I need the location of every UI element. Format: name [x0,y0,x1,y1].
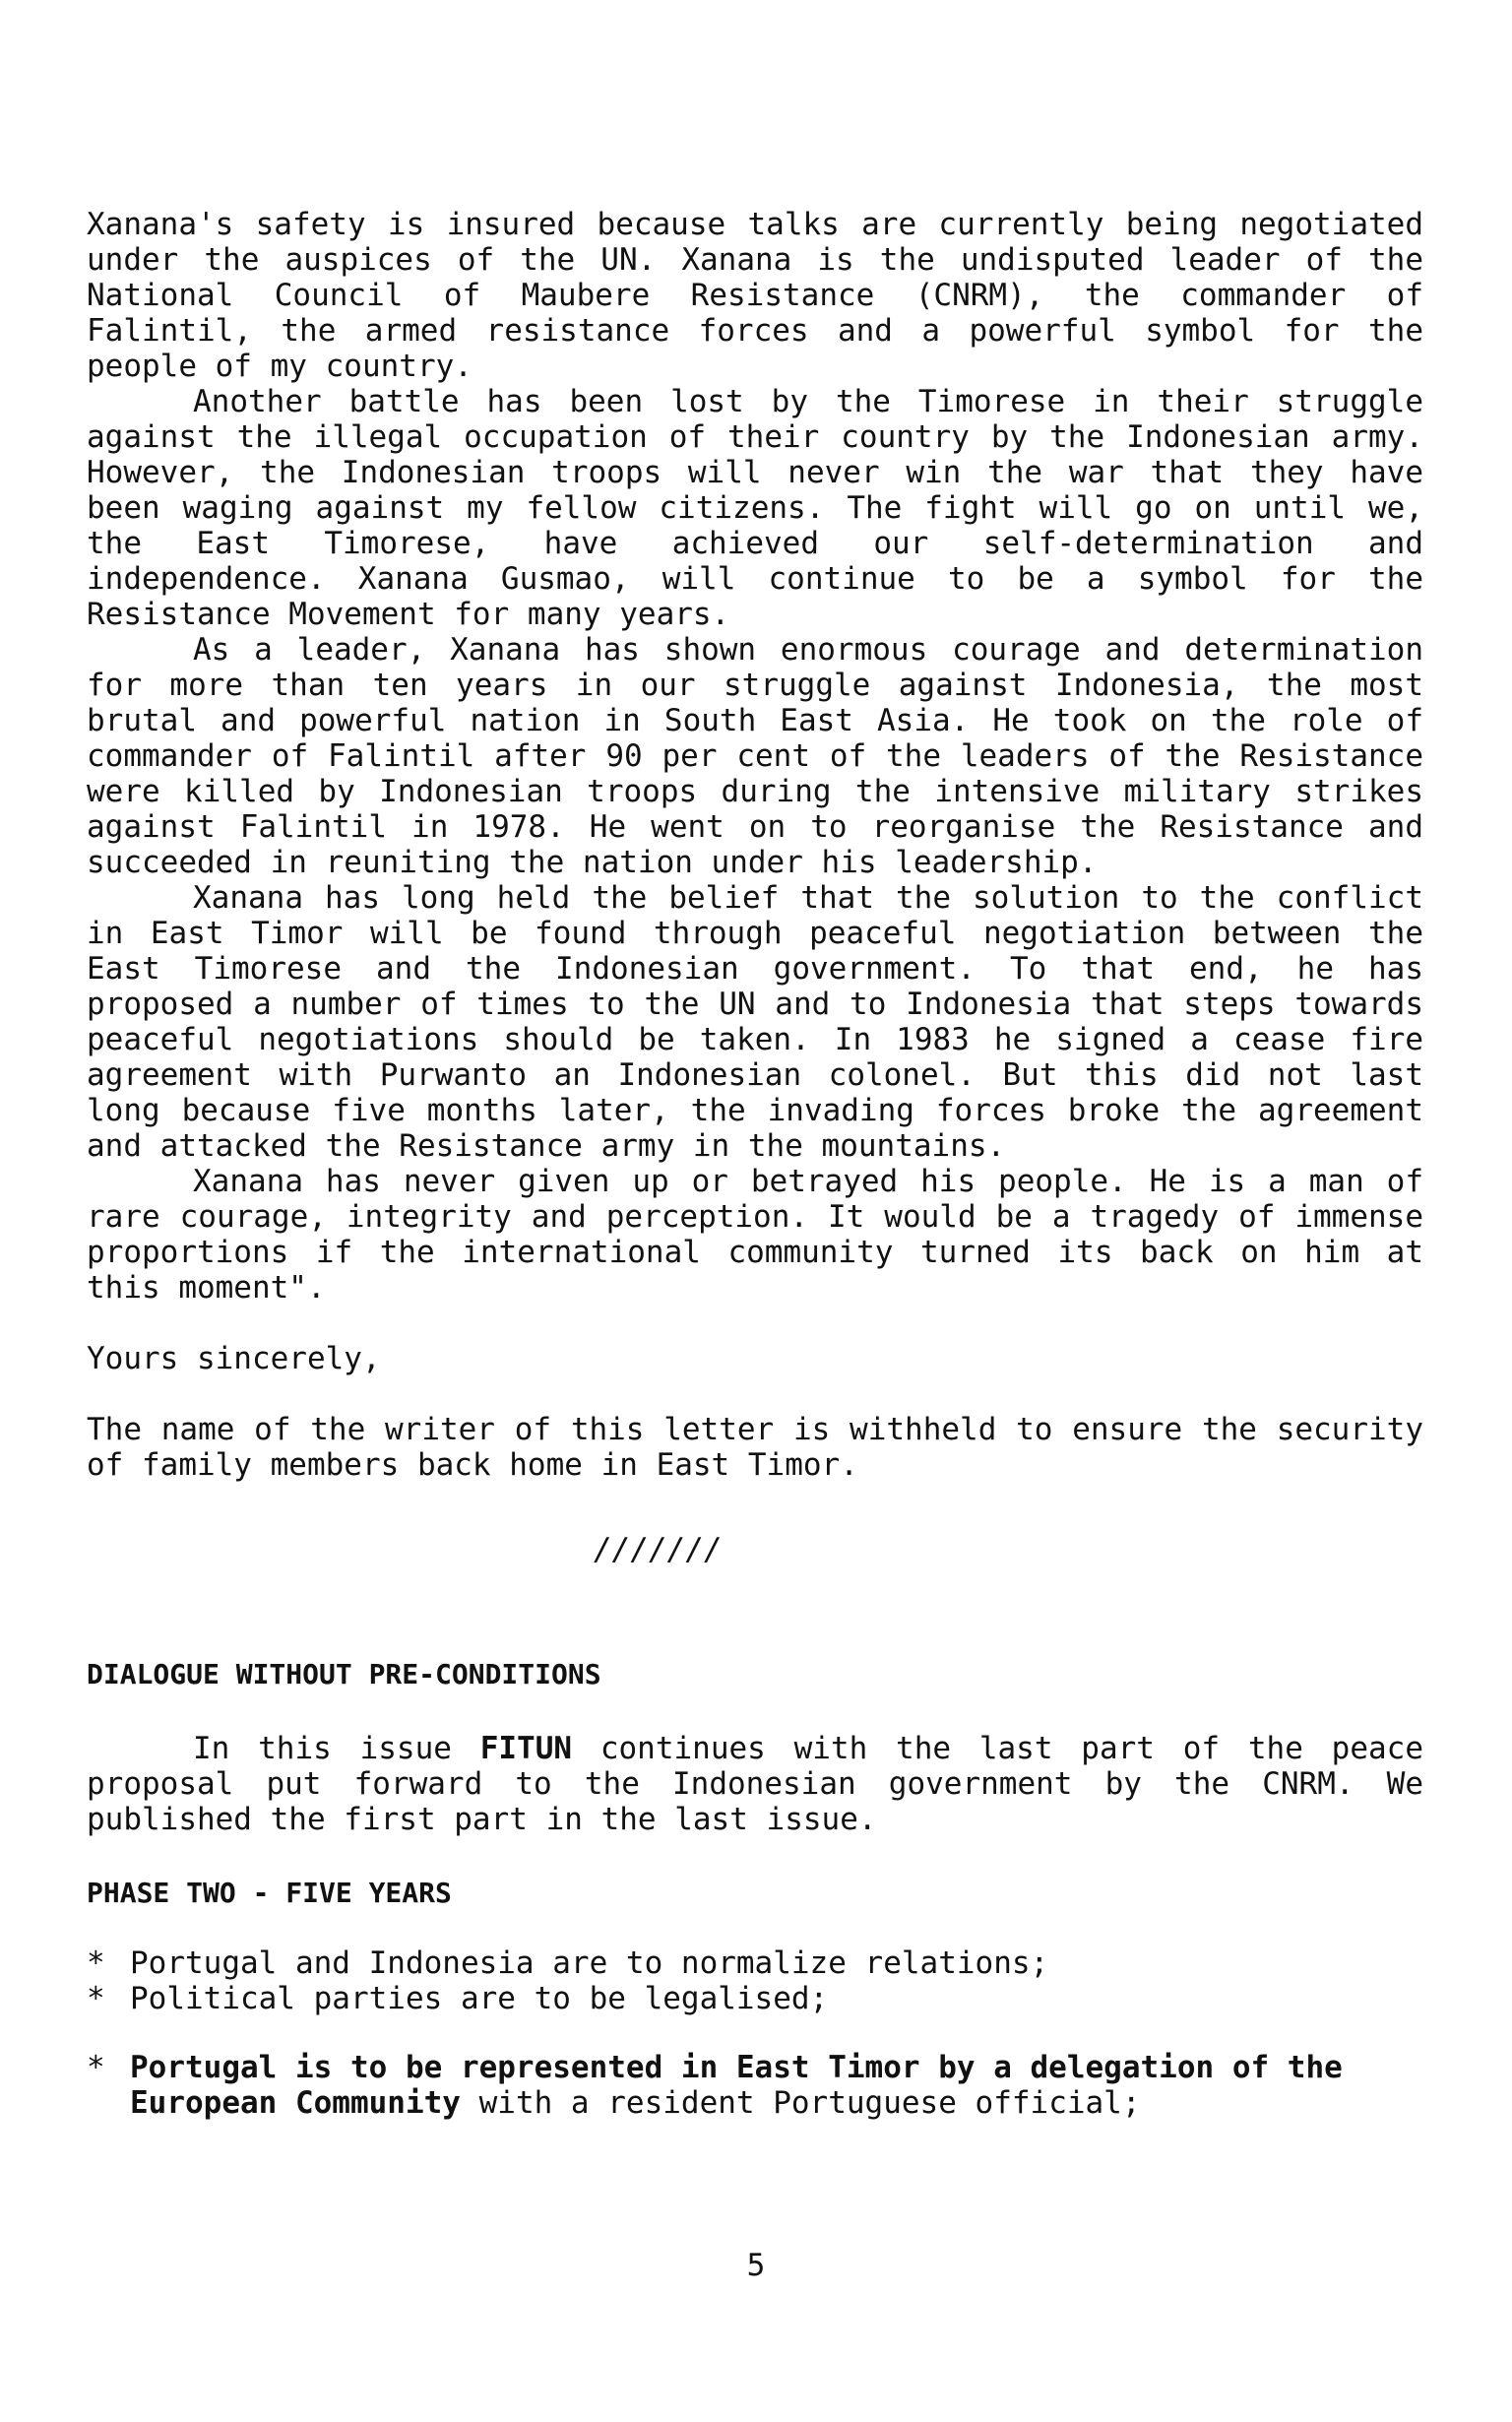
bullet-marker: * [87,1945,105,1981]
letter-paragraph-1: Xanana's safety is insured because talks are currently being negotiated under the auspices of the UN. Xanana is the undisputed leader of the National Council of Maubere Resistance (CNRM), the commander of Falintil, the armed resistance forces and a powerful symbol for the people of my country. [87,207,1423,384]
section-intro [87,1731,1423,1837]
list-item [87,1945,1423,1981]
list-item [87,2050,1423,2121]
bullet-text-bold: Portugal is to be represented in East Timor by a delegation of the European Community [130,2050,1343,2121]
bullet-text: with a resident Portuguese official; [460,2085,1141,2121]
bullet-text: Portugal and Indonesia are to normalize relations; [130,1945,1049,1981]
bullet-text: Political parties are to be legalised; [130,1981,829,2016]
document-page [87,207,1423,2121]
phase-heading: PHASE TWO - FIVE YEARS [87,1877,452,1909]
letter-paragraph-3: As a leader, Xanana has shown enormous courage and determination for more than ten years in our struggle against Indonesia, the most brutal and powerful nation in South East Asia. He took on the role of commander of Falintil after 90 per cent of the leaders of the Resistance were killed by Indonesian troops during the intensive military strikes against Falintil in 1978. He went on to reorganise the Resistance and succeeded in reuniting the nation under his leadership. [87,632,1423,880]
intro-text-start: In this issue [193,1731,480,1766]
bullet-list-2 [87,2050,1423,2121]
letter-paragraph-5: Xanana has never given up or betrayed his people. He is a man of rare courage, integrity and perception. It would be a tragedy of immense proportions if the international community turned its back on him at this moment". [87,1164,1423,1306]
letter-closing: Yours sincerely, [87,1341,381,1376]
list-item [87,1981,1423,2016]
letter-paragraph-4: Xanana has long held the belief that the solution to the conflict in East Timor will be found through peaceful negotiation between the East Timorese and the Indonesian government. To that end, he has proposed a number of times to the UN and to Indonesia that steps towards peaceful negotiations should be taken. In 1983 he signed a cease fire agreement with Purwanto an Indonesian colonel. But this did not last long because five months later, the invading forces broke the agreement and attacked the Resistance army in the mountains. [87,880,1423,1164]
bullet-marker: * [87,1981,105,2016]
bullet-marker: * [87,2050,105,2085]
intro-text-end: continues with the last part of the peace proposal put forward to the Indonesian government by the CNRM. We published the first part in the last issue. [87,1731,1423,1837]
fitun-name: FITUN [479,1731,573,1766]
page-number: 5 [746,2248,766,2283]
section-heading: DIALOGUE WITHOUT PRE-CONDITIONS [87,1658,601,1690]
section-divider: /////// [594,1532,723,1567]
bullet-list [87,1945,1423,2016]
letter-paragraph-2: Another battle has been lost by the Timorese in their struggle against the illegal occupation of their country by the Indonesian army. However, the Indonesian troops will never win the war that they have been waging against my fellow citizens. The fight will go on until we, the East Timorese, have achieved our self-determination and independence. Xanana Gusmao, will continue to be a symbol for the Resistance Movement for many years. [87,384,1423,632]
writer-note: The name of the writer of this letter is withheld to ensure the security of family members back home in East Timor. [87,1412,1423,1483]
